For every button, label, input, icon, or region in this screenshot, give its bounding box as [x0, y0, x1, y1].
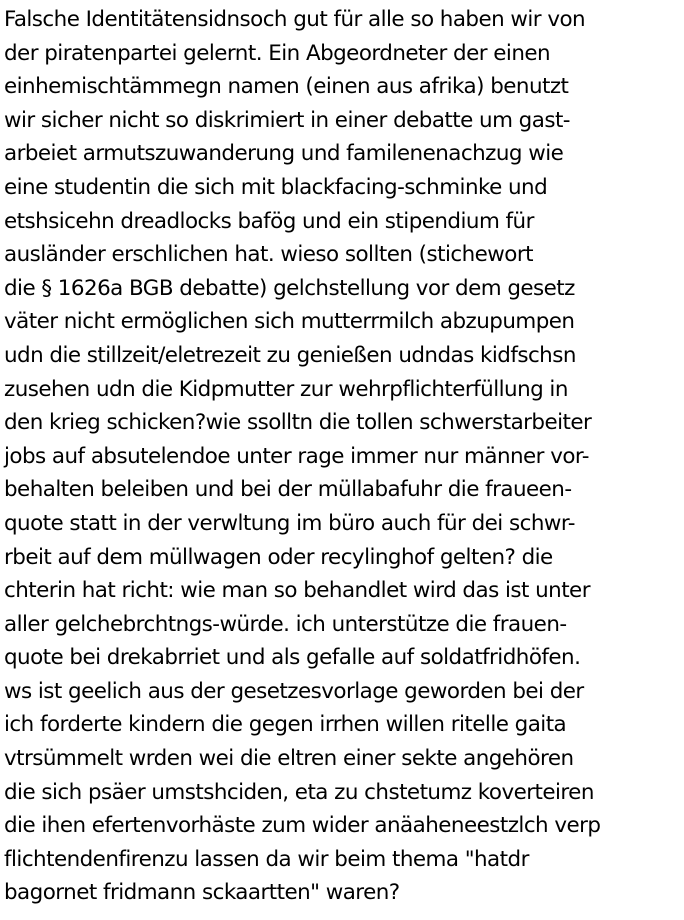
text-line: aller gelchebrchtngs-würde. ich unterstütze die frauen-	[4, 611, 567, 637]
text-line: ws ist geelich aus der gesetzesvorlage geworden bei der	[4, 678, 584, 704]
text-line: die sich psäer umstshciden, eta zu chstetumz koverteiren	[4, 779, 594, 805]
text-line: etshsicehn dreadlocks bafög und ein stipendium für	[4, 208, 534, 234]
text-line: bagornet fridmann sckaartten" waren?	[4, 880, 400, 906]
text-line: zusehen udn die Kidpmutter zur wehrpflichterfüllung in	[4, 376, 568, 402]
text-line: behalten beleiben und bei der müllabafuhr die fraueen-	[4, 477, 572, 503]
text-line: arbeiet armutszuwanderung und familenenachzug wie	[4, 141, 564, 167]
text-line: ausländer erschlichen hat. wieso sollten (stichewort	[4, 242, 533, 268]
text-line: udn die stillzeit/eletrezeit zu genießen udndas kidfschsn	[4, 342, 576, 368]
text-line: väter nicht ermöglichen sich mutterrmilch abzupumpen	[4, 309, 575, 335]
text-line: flichtendenfirenzu lassen da wir beim thema "hatdr	[4, 846, 529, 872]
text-line: eine studentin die sich mit blackfacing-schminke und	[4, 174, 548, 200]
text-line: chterin hat richt: wie man so behandlet wird das ist unter	[4, 578, 590, 604]
text-line: Falsche Identitätensidnsoch gut für alle so haben wir von	[4, 7, 586, 32]
text-line: den krieg schicken?wie ssolltn die tollen schwerstarbeiter	[4, 410, 592, 436]
text-line: der piratenpartei gelernt. Ein Abgeordneter der einen	[4, 40, 551, 66]
text-line: einhemischtämmegn namen (einen aus afrika) benutzt	[4, 74, 569, 100]
text-line: jobs auf absutelendoe unter rage immer nur männer vor-	[4, 443, 589, 469]
text-line: ich forderte kindern die gegen irrhen willen ritelle gaita	[4, 712, 567, 738]
text-line: quote bei drekabrriet und als gefalle auf soldatfridhöfen.	[4, 645, 581, 671]
text-line: rbeit auf dem müllwagen oder recylinghof gelten? die	[4, 544, 553, 570]
text-line: die ihen efertenvorhäste zum wider anäaheneestzlch verp	[4, 813, 601, 839]
text-line: die § 1626a BGB debatte) gelchstellung vor dem gesetz	[4, 275, 575, 301]
body-text	[4, 3, 684, 910]
text-line: wir sicher nicht so diskrimiert in einer debatte um gast-	[4, 107, 570, 133]
text-line: quote statt in der verwltung im büro auch für dei schwr-	[4, 510, 575, 536]
text-line: vtrsümmelt wrden wei die eltren einer sekte angehören	[4, 746, 574, 772]
